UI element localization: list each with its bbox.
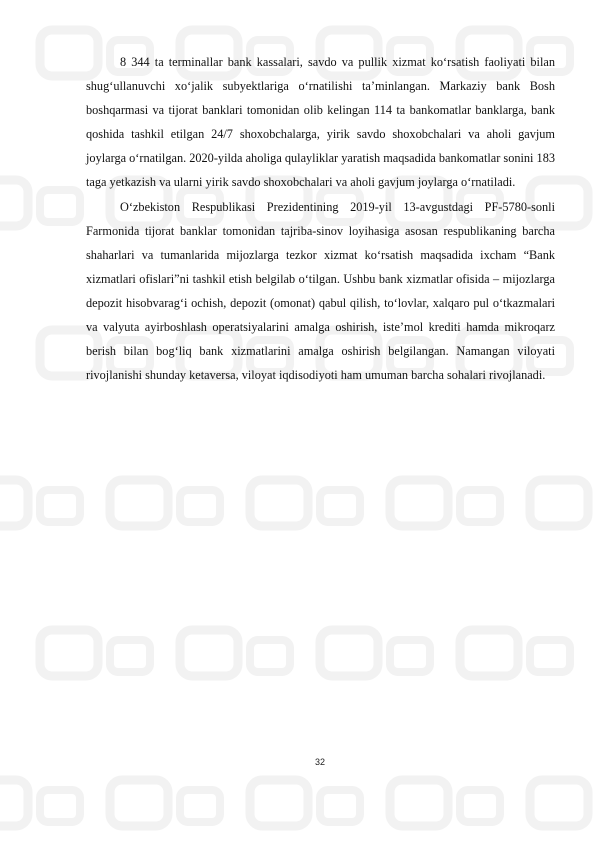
watermark-mark — [320, 630, 430, 676]
paragraph-terminals-atms: 8 344 ta terminallar bank kassalari, savdo va pullik xizmat ko‘rsatish faoliyati bilan shug‘ullanuvchi xo‘jalik subyektlariga o‘rnatilishi ta’minlangan. Markaziy bank Bosh boshqarmasi va tijorat banklari tomonidan olib kelingan 114 ta bankomatlar banklarga, bank qoshida tashkil etilgan 24/7 shoxobchalarga, yirik savdo shoxobchalari va aholi gavjum joylarga o‘rnatilgan. 2020-yilda aholiga qulayliklar yaratish maqsadida bankomatlar sonini 183 taga yetkazish va ularni yirik savdo shoxobchalari va aholi gavjum joylarga o‘rnatiladi. — [86, 55, 555, 190]
watermark-mark — [110, 480, 220, 526]
document-body — [86, 50, 555, 387]
watermark-mark — [460, 630, 570, 676]
paragraph-presidential-decree: O‘zbekiston Respublikasi Prezidentining 2019-yil 13-avgustdagi PF-5780-sonli Farmonida tijorat banklar tomonidan tajriba-sinov loyihasiga asosan respublikaning barcha shaharlari va tumanlarida mijozlarga tezkor xizmat ko‘rsatish maqsadida ixcham “Bank xizmatlari ofislari”ni tashkil etish belgilab o‘tilgan. Ushbu bank xizmatlar ofisida – mijozlarga depozit hisobvarag‘i ochish, depozit (omonat) qabul qilish, to‘lovlar, xalqaro pul o‘tkazmalari va valyuta ayirboshlash operatsiyalarini amalga oshirish, iste’mol krediti hamda mikroqarz berish bilan bog‘liq bank xizmatlarini amalga oshirish belgilangan. Namangan viloyati rivojlanishi shunday ketaversa, viloyat iqdisodiyoti ham umuman barcha sohalari rivojlanadi. — [86, 199, 555, 383]
page-number: 32 — [314, 757, 325, 767]
watermark-mark — [250, 780, 360, 826]
watermark-mark — [0, 180, 80, 226]
watermark-mark — [390, 780, 500, 826]
watermark-mark — [390, 480, 500, 526]
watermark-mark — [0, 480, 80, 526]
watermark-mark — [530, 780, 595, 826]
watermark-mark — [0, 780, 80, 826]
watermark-mark — [250, 480, 360, 526]
watermark-mark — [110, 780, 220, 826]
watermark-mark — [530, 480, 595, 526]
watermark-mark — [180, 630, 290, 676]
watermark-mark — [40, 630, 150, 676]
